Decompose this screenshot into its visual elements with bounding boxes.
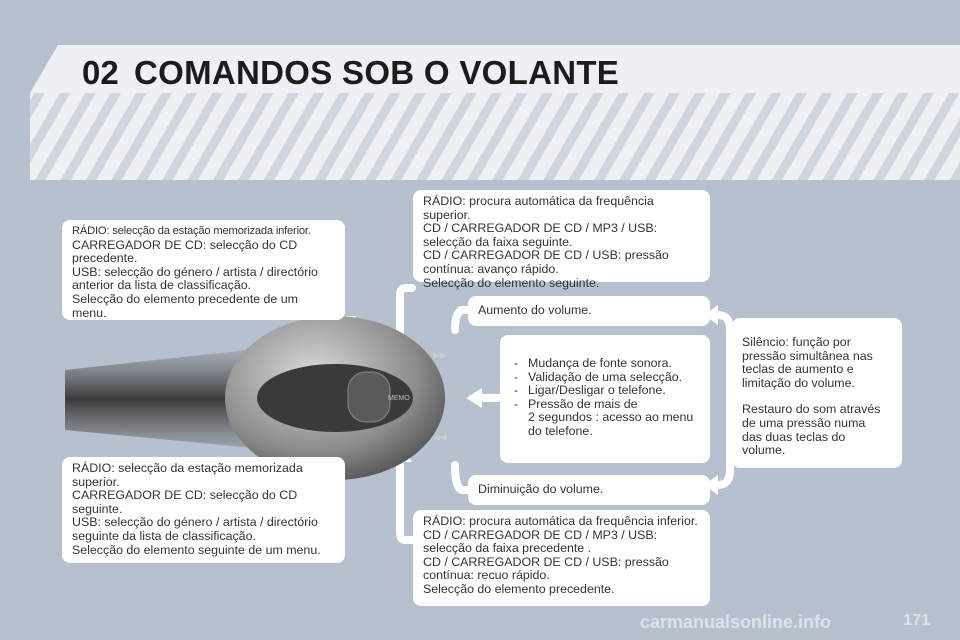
box-line: CD / CARREGADOR DE CD / MP3 / USB:	[423, 221, 658, 236]
prev-icon: ◀◀	[433, 432, 447, 442]
box-volume-up	[468, 296, 710, 326]
src-list	[510, 357, 700, 439]
box-line: Aumento do volume.	[478, 303, 592, 317]
box-line: CD / CARREGADOR DE CD / USB: pressão	[423, 554, 669, 569]
box-line: contínua: avanço rápido.	[423, 261, 559, 276]
box-line: CARREGADOR DE CD: selecção do CD	[72, 237, 298, 252]
box-line: teclas de aumento e	[742, 362, 854, 377]
page-number: 171	[903, 612, 930, 629]
list-item: - Mudança de fonte sonora.	[514, 356, 672, 370]
box-line: RÁDIO: selecção da estação memorizada	[72, 461, 303, 475]
page-title: COMANDOS SOB O VOLANTE	[134, 54, 620, 91]
list-item: - Ligar/Desligar o telefone.	[514, 383, 666, 398]
box-line: CARREGADOR DE CD: selecção do CD	[72, 488, 298, 503]
box-mute	[732, 318, 902, 468]
box-line: Selecção do elemento precedente de um	[72, 291, 298, 306]
box-line: de uma pressão numa	[742, 415, 866, 430]
box-line: Selecção do elemento seguinte de um menu.	[72, 542, 321, 557]
box-line: Selecção do elemento seguinte.	[423, 275, 600, 290]
box-line: menu.	[72, 305, 107, 320]
watermark: carmanualsonline.info	[640, 612, 832, 632]
box-line: USB: selecção do género / artista / directório	[72, 264, 318, 279]
box-line: volume.	[742, 443, 786, 458]
box-volume-down	[468, 475, 710, 505]
next-icon: ▶▶	[433, 350, 447, 360]
list-item-cont: 2 segundos : acesso ao menu	[528, 410, 694, 425]
box-line: seguinte.	[72, 501, 123, 516]
box-line: RÁDIO: procura automática da frequência inferior.	[423, 514, 698, 528]
list-item-cont: do telefone.	[528, 423, 593, 438]
list-item-text: Ligar/Desligar o telefone.	[528, 383, 666, 398]
list-item-text: Mudança de fonte sonora.	[528, 356, 672, 370]
memo-wheel	[348, 372, 390, 422]
box-line: Silêncio: função por	[742, 335, 851, 349]
box-line: RÁDIO: selecção da estação memorizada inferior.	[72, 225, 311, 237]
box-memo-up	[62, 457, 345, 563]
list-item-text: Validação de uma selecção.	[528, 369, 683, 384]
box-line: seguinte da lista de classificação.	[72, 528, 256, 543]
box-line: Restauro do som através	[742, 402, 881, 417]
list-item: - Validação de uma selecção.	[514, 369, 683, 384]
box-line: CD / CARREGADOR DE CD / USB: pressão	[423, 248, 669, 263]
box-line: RÁDIO: procura automática da frequência superior.	[423, 194, 654, 222]
box-line: precedente.	[72, 251, 138, 266]
box-seek-up	[413, 190, 710, 290]
box-line: Diminuição do volume.	[478, 482, 604, 496]
box-memo-down	[62, 220, 345, 320]
box-line: pressão simultânea nas	[742, 348, 873, 363]
box-seek-down	[413, 510, 710, 606]
box-line: USB: selecção do género / artista / directório	[72, 515, 318, 530]
box-src	[500, 335, 710, 463]
src-label: SRC	[445, 395, 460, 402]
box-line: anterior da lista de classificação.	[72, 278, 252, 293]
memo-label: MEMO	[388, 395, 410, 402]
box-line: superior.	[72, 474, 120, 489]
box-line: selecção da faixa seguinte.	[423, 234, 573, 249]
box-line: selecção da faixa precedente .	[423, 541, 592, 556]
box-line: Selecção do elemento precedente.	[423, 581, 615, 596]
box-line: CD / CARREGADOR DE CD / MP3 / USB:	[423, 527, 658, 542]
chapter-number: 02	[82, 54, 119, 91]
box-line: contínua: recuo rápido.	[423, 568, 550, 583]
list-item-text: Pressão de mais de	[528, 396, 638, 411]
mute-bracket	[715, 315, 730, 485]
list-item: - Pressão de mais de 2 segundos : acesso ao menu do telefone.	[528, 398, 700, 439]
box-line: das duas teclas do	[742, 429, 846, 444]
box-line: limitação do volume.	[742, 375, 855, 390]
